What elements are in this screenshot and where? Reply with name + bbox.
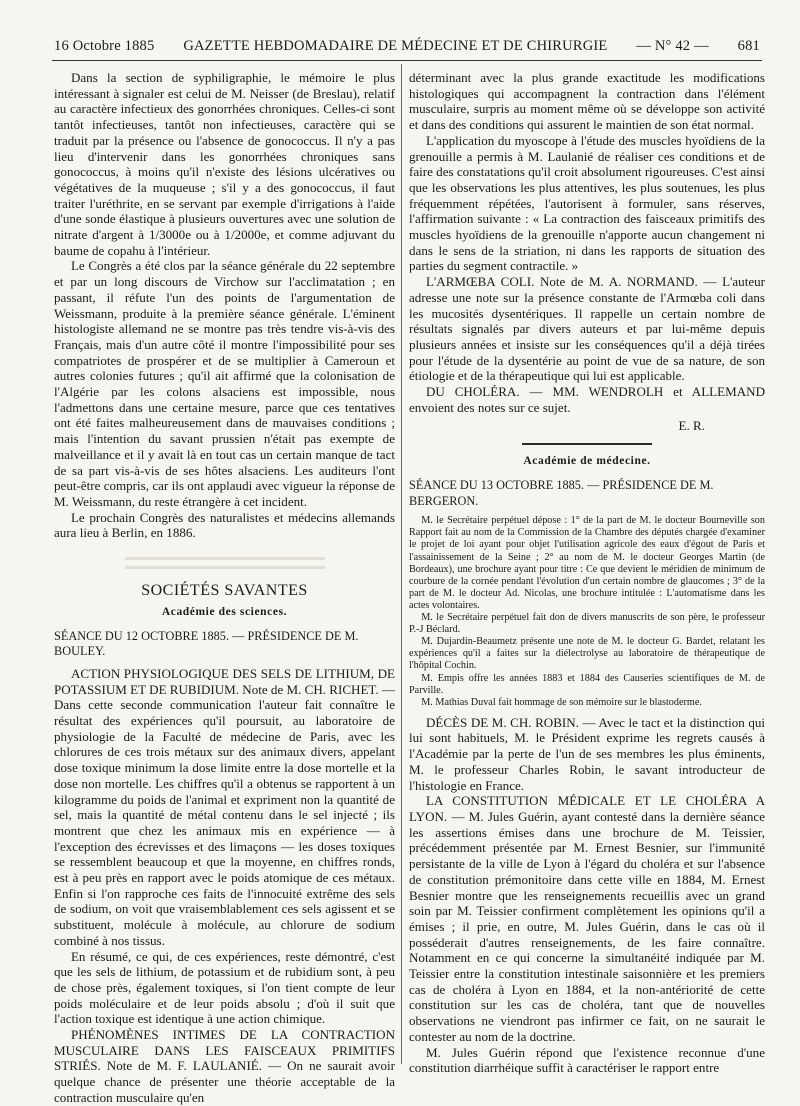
seance-heading: SÉANCE DU 12 OCTOBRE 1885. — PRÉSIDENCE DE M. BOULEY.	[54, 628, 359, 659]
paragraph-syphiligraphie: Dans la section de syphiligraphie, le mémoire le plus intéressant à signaler est celui de M. Neisser (de Breslau), relatif au caractère infectieux des gonorrhées chroniques. Celles-ci sont tantôt infectieuses, tantôt non infectieuses, caractère qui se traduit par la présence ou l'absence de gonococcus. Il n'y a pas lieu d'intervenir dans les gonorrhées chroniques sans gonococcus, à moins qu'il n'existe des lésions ulcératives ou végétatives de la muqueuse ; s'il y a des gonococcus, il faut traiter l'uréthrite, en se servant par exemple d'irrigations à l'aide d'une sonde élastique à plusieurs ouvertures avec une solution de nitrate d'argent à 1/3000e ou à 1/2000e, et comme adjuvant du baume de copahu à l'intérieur.	[54, 70, 395, 258]
header-issue: — N° 42 —	[636, 38, 709, 54]
paragraph-constitution-lyon: LA CONSTITUTION MÉDICALE ET LE CHOLÉRA A LYON. — M. Jules Guérin, ayant contesté dans la dernière séance les assertions émises dans une brochure de M. Teissier, précédemment présentée par M. Ernest Besnier, sur l'immunité persistante de la ville de Lyon à l'égard du choléra et sur l'absence de constitution prémonitoire dans cette ville en 1884, M. Ernest Besnier montre que les renseignements recueillis avec un grand soin par M. Teissier confirment complètement les opinions qu'il a émises ; il prie, en outre, M. Jules Guérin, dans le cas où il posséderait d'autres renseignements, de les faire connaître. Notamment en ce qui concerne la simultanéité indiquée par M. Teissier entre la constitution intestinale saisonnière et les premiers cas de choléra à Lyon en 1884, et la non-antériorité de cette constitution sur les cas de choléra, tant que de nouvelles observations ne viendront pas infirmer ce fait, on ne saurait le contester au nom de la doctrine.	[409, 793, 765, 1044]
note-empis: M. Empis offre les années 1883 et 1884 des Causeries scientifiques de M. de Parville.	[409, 672, 765, 696]
academy-medecine-heading: Académie de médecine.	[523, 455, 651, 468]
paragraph-prochain-congres: Le prochain Congrès des naturalistes et médecins allemands aura lieu à Berlin, en 1886.	[54, 509, 395, 541]
header-page-number: 681	[737, 38, 760, 54]
paragraph-myoscope: L'application du myoscope à l'étude des muscles hyoïdiens de la grenouille a permis à M. Laulanié de réaliser ces conditions et de faire des constatations qu'il croit absolument rigoureuses. C'est ainsi que les observations les plus attentives, les plus soutenues, les plus fréquemment répétées, l'autorisent à formuler, sans réserves, l'affirmation suivante : « La contraction des faisceaux primitifs des muscles hyoïdiens de la grenouille n'apporte aucun changement ni dans le sens de la striation, ni dans les rapports de situation des parties du segment contractile. »	[409, 132, 765, 274]
header-date: 16 Octobre 1885	[54, 38, 155, 54]
paragraph-richet: ACTION PHYSIOLOGIQUE DES SELS DE LITHIUM, DE POTASSIUM ET DE RUBIDIUM. Note de M. CH. RICHET. — Dans cette seconde communication l'auteur fait connaître le résultat des expériences qu'il poursuit, au laboratoire de physiologie de la Faculté de médecine de Paris, avec les chlorures de ces trois métaux sur des animaux divers, appelant dose toxique minimum la dose limite entre la dose mortelle et la dose non mortelle. Les chiffres qu'il a obtenus se rapportent à un kilogramme du poids de l'animal et expriment non la quantité de sel, mais la quantité de métal contenu dans le sel injecté ; ils montrent que chez les animaux mis en expérience — à l'exception des écrevisses et des limaçons — les doses toxiques se ressemblent beaucoup et que la moyenne, en chiffres ronds, est à peu près en rapport avec le poids atomique de ces métaux. Enfin si l'on rapproche ces faits de l'innocuité extrême des sels de sodium, on voit que vraisemblablement ces sels agissent et se substituent, molécule à molécule, au chlorure de sodium combiné à nos tissus.	[54, 665, 395, 948]
column-separator	[401, 64, 402, 1064]
paragraph-congres-cloture: Le Congrès a été clos par la séance générale du 22 septembre et par un long discours de Virchow sur l'acclimatation ; en passant, il réfute l'un des points de l'argumentation de Weissmann, produite à la première séance générale. L'éminent histologiste allemand ne se montre pas très tendre vis-à-vis des Français, mais d'un autre côté il montre l'impossibilité pour ses compatriotes de prospérer et de se multiplier à Cameroun et autres colonies futures ; qu'il ait affirmé que la colonisation de l'Algérie par les colons alsaciens est impossible, nous l'admettons dans une certaine mesure, parce que ces tentatives ont été faites malheureusement dans de mauvaises conditions ; mais l'intention du savant prussien n'était pas exempte de malveillance et il y avait là en tout cas un certain manque de tact de sa part vis-à-vis de ses hôtes alsaciens. Les auditeurs l'ont peut-être compris, car ils ont applaudi avec vigueur la réponse de M. Weissmann, du reste étrangère à cet incident.	[54, 258, 395, 509]
left-column	[54, 70, 395, 1106]
faded-ornament	[54, 549, 395, 577]
academy-sciences-heading: Académie des sciences.	[161, 605, 288, 618]
paragraph-armoeba: L'ARMŒBA COLI. Note de M. A. NORMAND. — L'auteur adresse une note sur la présence constante de l'Armœba coli dans les mucosités dysentériques. Il rappelle un certain nombre de résultats signalés par divers auteurs et par lui-même depuis plusieurs années et insiste sur les conséquences qu'il a déjà tirées pour l'étude de la dysentérie au point de vue de sa nature, de son étiologie et de la thérapeutique qui lui est applicable.	[409, 274, 765, 384]
note-duval: M. Mathias Duval fait hommage de son mémoire sur le blastoderme.	[421, 696, 702, 708]
note-dujardin: M. Dujardin-Beaumetz présente une note de M. le docteur G. Bardet, relatant les expériences qu'il a faites sur la diélectrolyse au laboratoire de thérapeutique de l'hôpital Cochin.	[409, 636, 765, 672]
header-journal-title: GAZETTE HEBDOMADAIRE DE MÉDECINE ET DE CHIRURGIE	[183, 38, 608, 54]
paragraph-cholera: DU CHOLÉRA. — MM. WENDROLH et ALLEMAND envoient des notes sur ce sujet.	[409, 384, 765, 415]
note-secretaire-don: M. le Secrétaire perpétuel fait don de divers manuscrits de son père, le professeur P.-J Béclard.	[409, 612, 765, 636]
seance-heading: SÉANCE DU 13 OCTOBRE 1885. — PRÉSIDENCE DE M. BERGERON.	[409, 477, 714, 508]
page-header	[54, 38, 760, 55]
section-title: SOCIÉTÉS SAVANTES	[141, 582, 308, 600]
separator-rule	[522, 443, 652, 445]
paragraph-continuation: déterminant avec la plus grande exactitude les modifications histologiques qui accompagnent la contraction dans l'élément musculaire, surpris au moment même où se développe son activité et dans des conditions qui assurent le maintien de son état normal.	[409, 70, 765, 133]
paragraph-laulanie: PHÉNOMÈNES INTIMES DE LA CONTRACTION MUSCULAIRE DANS LES FAISCEAUX PRIMITIFS STRIÉS. Note de M. F. LAULANIÉ. — On ne saurait avoir quelque chance de présenter une théorie acceptable de la contraction musculaire qu'en	[54, 1027, 395, 1105]
header-rule	[52, 60, 762, 61]
paragraph-deces-robin: DÉCÈS DE M. CH. ROBIN. — Avec le tact et la distinction qui lui sont habituels, M. le Président exprime les regrets causés à l'Académie par la perte de l'un de ses membres les plus éminents, M. le professeur Charles Robin, le savant introducteur de l'histologie en France.	[409, 714, 765, 793]
secretary-notes	[409, 515, 765, 709]
right-column	[409, 70, 765, 1076]
paragraph-guerin: M. Jules Guérin répond que l'existence reconnue d'une constitution diarrhéique suffit à caractériser le rapport entre	[409, 1044, 765, 1076]
paragraph-resume: En résumé, ce qui, de ces expériences, reste démontré, c'est que les sels de lithium, de potassium et de rubidium sont, à peu de chose près, également toxiques, si l'on tient compte de leur poids moléculaire et de leur poids absolu ; d'où il suit que l'action toxique est identique à une action chimique.	[54, 948, 395, 1027]
note-secretaire-depose: M. le Secrétaire perpétuel dépose : 1° de la part de M. le docteur Bourneville son Rapport fait au nom de la Commission de la Chambre des députés chargée d'examiner le projet de loi ayant pour objet l'utilisation agricole des eaux d'égout de Paris et l'assainissement de la Seine ; 2° au nom de M. le docteur Georges Martin (de Bordeaux), une brochure ayant pour titre : Ce que devient le méridien de minimum de courbure de la cornée pendant l'évolution d'un certain nombre de glaucomes ; 3° de la part de M. le docteur Ad. Nicolas, une brochure intitulée : L'automatisme dans les actes volontaires.	[409, 515, 765, 611]
signature: E. R.	[678, 418, 705, 434]
